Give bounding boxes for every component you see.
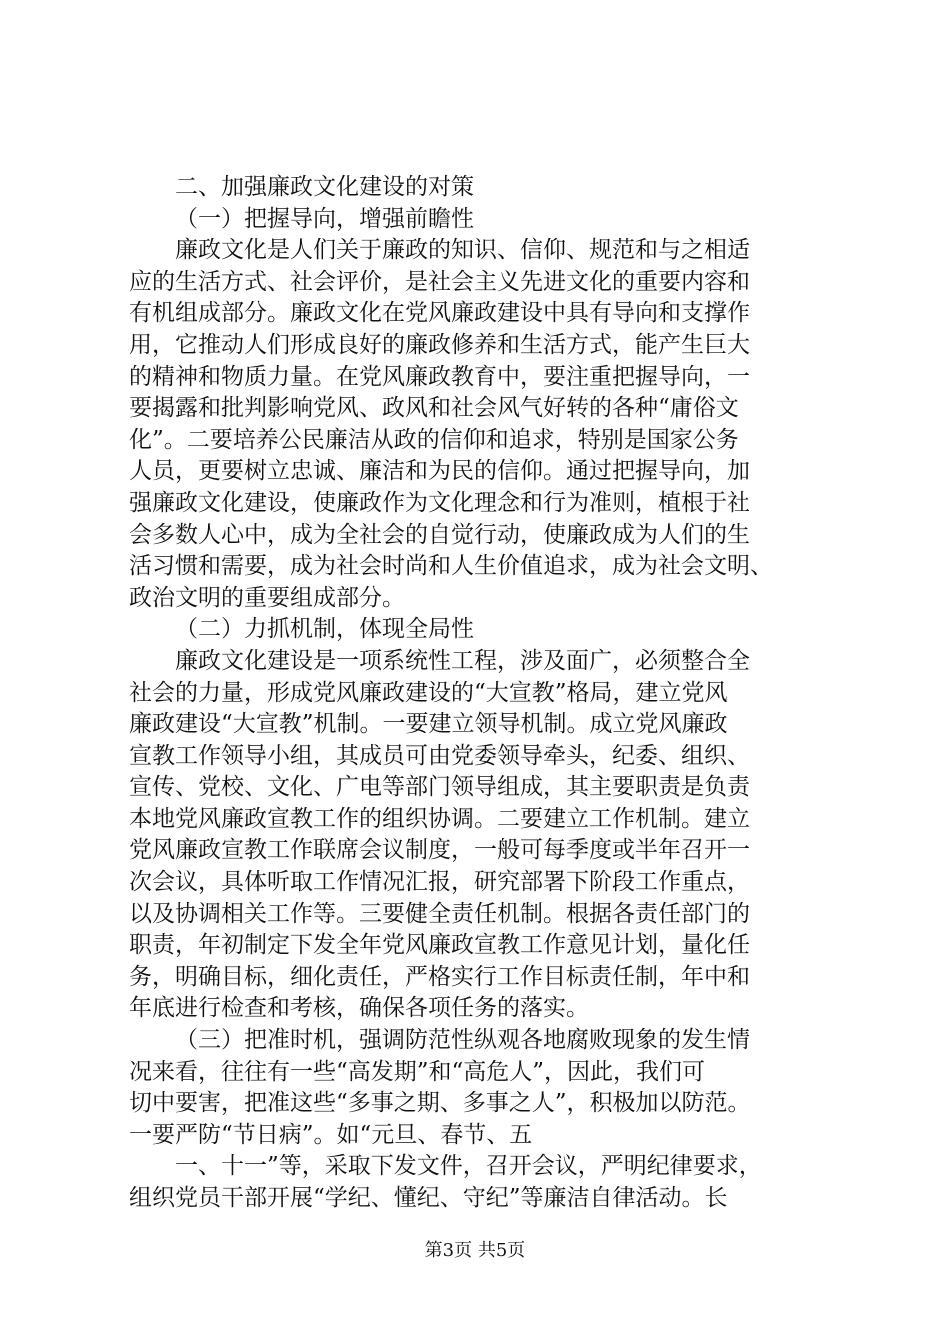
- text-line: 廉政建设“大宣教”机制。一要建立领导机制。成立党风廉政: [129, 711, 728, 738]
- text-line: 要揭露和批判影响党风、政风和社会风气好转的各种“庸俗文: [129, 395, 739, 422]
- text-line: 会多数人心中，成为全社会的自觉行动，使廉政成为人们的生: [129, 521, 750, 548]
- text-line: 活习惯和需要，成为社会时尚和人生价值追求，成为社会文明、: [129, 553, 773, 580]
- text-line: 应的生活方式、社会评价，是社会主义先进文化的重要内容和: [129, 268, 750, 295]
- text-line: 次会议，具体听取工作情况汇报，研究部署下阶段工作重点，: [129, 869, 750, 896]
- text-line: 化”。二要培养公民廉洁从政的信仰和追求，特别是国家公务: [129, 426, 739, 453]
- text-line: 一、十一”等，采取下发文件，召开会议，严明纪律要求，: [175, 1153, 762, 1180]
- text-line: 本地党风廉政宣教工作的组织协调。二要建立工作机制。建立: [129, 805, 750, 832]
- text-line: 组织党员干部开展“学纪、懂纪、守纪”等廉洁自律活动。长: [129, 1185, 728, 1211]
- text-line: 况来看，往往有一些“高发期”和“高危人”，因此，我们可: [129, 1058, 706, 1085]
- text-line: （二）力抓机制，体现全局性: [175, 616, 474, 643]
- text-line: 廉政文化建设是一项系统性工程，涉及面广，必须整合全: [175, 647, 750, 674]
- text-line: 以及协调相关工作等。三要健全责任机制。根据各责任部门的: [129, 900, 750, 927]
- text-line: 二、加强廉政文化建设的对策: [175, 174, 474, 200]
- text-line: 一要严防“节日病”。如“元旦、春节、五: [129, 1121, 533, 1148]
- text-line: 强廉政文化建设，使廉政作为文化理念和行为准则，植根于社: [129, 489, 750, 516]
- text-line: 务，明确目标，细化责任，严格实行工作目标责任制，年中和: [129, 963, 750, 990]
- text-line: 宣教工作领导小组，其成员可由党委领导牵头，纪委、组织、: [129, 742, 750, 769]
- text-line: 用，它推动人们形成良好的廉政修养和生活方式，能产生巨大: [129, 331, 750, 358]
- text-line: 人员，更要树立忠诚、廉洁和为民的信仰。通过把握导向，加: [129, 458, 750, 485]
- text-line: 社会的力量，形成党风廉政建设的“大宣教”格局，建立党风: [129, 679, 728, 706]
- text-line: 政治文明的重要组成部分。: [129, 584, 405, 611]
- text-line: 切中要害，把准这些“多事之期、多事之人”，积极加以防范。: [129, 1090, 751, 1117]
- text-line: 有机组成部分。廉政文化在党风廉政建设中具有导向和支撑作: [129, 300, 750, 327]
- text-line: 的精神和物质力量。在党风廉政教育中，要注重把握导向，一: [129, 363, 750, 390]
- text-line: 宣传、党校、文化、广电等部门领导组成，其主要职责是负责: [129, 774, 750, 801]
- text-line: 职责，年初制定下发全年党风廉政宣教工作意见计划，量化任: [129, 932, 750, 959]
- page-footer: 第3页 共5页: [424, 1240, 526, 1261]
- text-line: 廉政文化是人们关于廉政的知识、信仰、规范和与之相适: [175, 237, 750, 264]
- text-line: 党风廉政宣教工作联席会议制度，一般可每季度或半年召开一: [129, 837, 750, 864]
- text-line: 年底进行检查和考核，确保各项任务的落实。: [129, 995, 589, 1022]
- document-body: [129, 172, 849, 1215]
- text-line: （一）把握导向，增强前瞻性: [175, 205, 474, 232]
- text-line: （三）把准时机，强调防范性纵观各地腐败现象的发生情: [175, 1027, 750, 1054]
